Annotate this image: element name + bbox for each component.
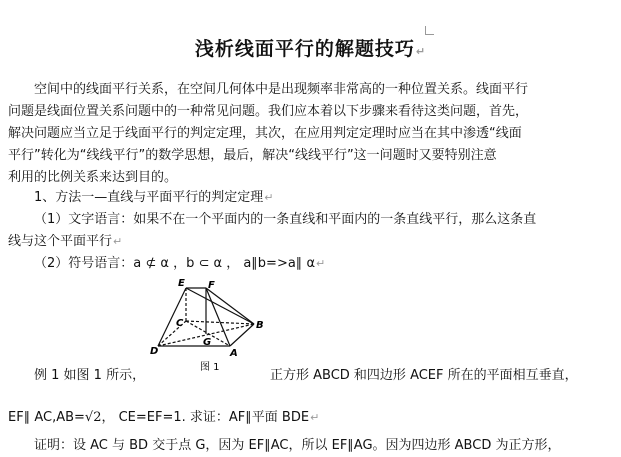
text-statement-line-1: （1）文字语言：如果不在一个平面内的一条直线和平面内的一条直线平行，那么这条直 <box>34 212 537 227</box>
given-conditions: EF∥ AC,AB=√2， CE=EF=1. 求证：AF∥平面 BDE↵ <box>8 410 320 425</box>
point-label-E: E <box>178 278 185 289</box>
edge-ED <box>158 288 186 346</box>
point-label-A: A <box>230 348 238 359</box>
point-label-D: D <box>150 346 159 357</box>
paragraph-mark-icon: ↵ <box>310 411 320 424</box>
point-label-C: C <box>176 318 184 329</box>
intro-line-1: 空间中的线面平行关系，在空间几何体中是出现频率非常高的一种位置关系。线面平行 <box>34 82 529 97</box>
paragraph-mark-icon: ↵ <box>316 257 326 270</box>
example-intro: 例 1 如图 1 所示， <box>34 368 146 383</box>
edge-EB <box>186 288 254 324</box>
figure-1-diagram <box>150 276 270 374</box>
example-statement: 正方形 ABCD 和四边形 ACEF 所在的平面相互垂直， <box>270 368 578 383</box>
document-title: 浅析线面平行的解题技巧↵ <box>194 38 427 60</box>
intro-line-2: 问题是线面位置关系问题中的一种常见问题。我们应本着以下步骤来看待这类问题，首先， <box>8 104 529 119</box>
symbol-statement: （2）符号语言：a ⊄ α ，b ⊂ α ， a∥b=>a∥ α↵ <box>34 256 326 271</box>
method-heading: 1、方法一—直线与平面平行的判定定理↵ <box>34 190 274 205</box>
intro-line-5: 利用的比例关系来达到目的。 <box>8 170 178 185</box>
paragraph-mark-icon: ↵ <box>113 235 123 248</box>
intro-line-4: 平行”转化为“线线平行”的数学思想，最后，解决“线线平行”这一问题时又要特别注意 <box>8 148 497 163</box>
paragraph-mark-icon: ↵ <box>264 191 274 204</box>
text-statement-line-2: 线与这个平面平行↵ <box>8 234 123 249</box>
paragraph-mark-icon: ↵ <box>415 45 427 58</box>
point-label-G: G <box>203 337 212 348</box>
proof-line: 证明：设 AC 与 BD 交于点 G，因为 EF∥AC，所以 EF∥AG。因为四边形 ABCD 为正方形， <box>34 438 561 453</box>
point-label-F: F <box>208 280 215 291</box>
point-label-B: B <box>256 320 264 331</box>
intro-line-3: 解决问题应当立足于线面平行的判定定理，其次，在应用判定定理时应当在其中渗透“线面 <box>8 126 522 141</box>
sqrt-two: √2 <box>84 410 102 425</box>
figure-caption: 图 1 <box>200 362 220 373</box>
